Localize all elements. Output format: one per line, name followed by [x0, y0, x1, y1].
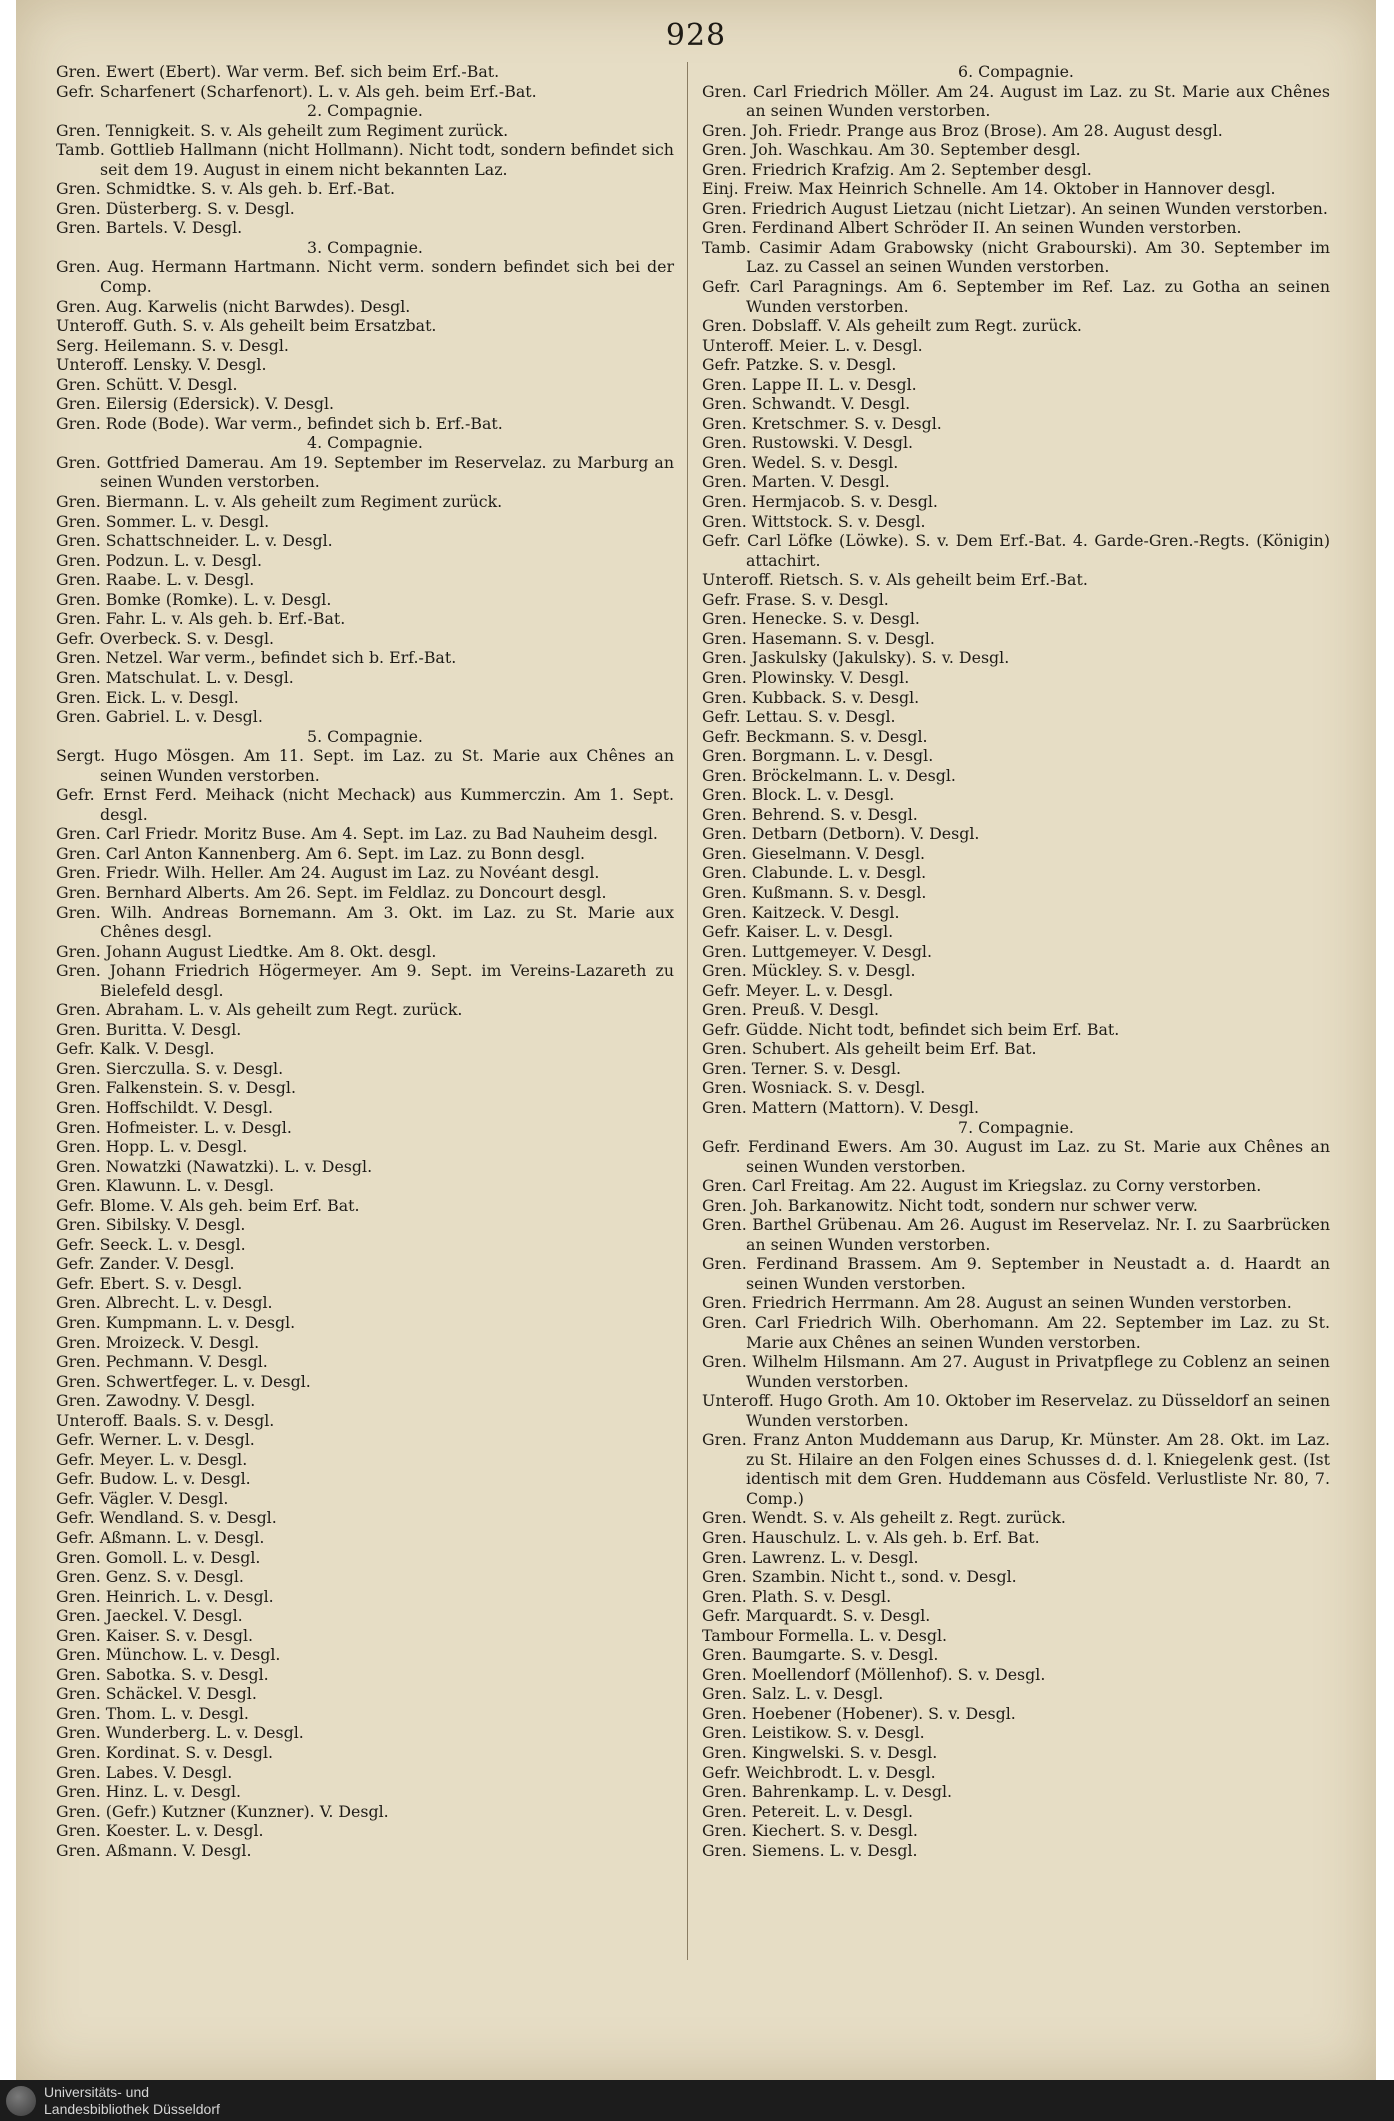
- casualty-entry: Gren. Schattschneider. L. v. Desgl.: [56, 531, 333, 551]
- casualty-entry: Gren. Ferdinand Albert Schröder II. An seinen Wunden verstorben.: [702, 218, 1242, 238]
- casualty-entry: Gren. Borgmann. L. v. Desgl.: [702, 746, 934, 766]
- casualty-entry: Gren. Klawunn. L. v. Desgl.: [56, 1176, 275, 1196]
- casualty-entry: Gefr. Vägler. V. Desgl.: [56, 1488, 229, 1508]
- casualty-entry: Gren. Labes. V. Desgl.: [56, 1762, 233, 1782]
- casualty-entry: Gefr. Wendland. S. v. Desgl.: [56, 1508, 277, 1528]
- casualty-entry: Gren. Joh. Waschkau. Am 30. September desgl.: [702, 140, 1081, 160]
- casualty-entry: Gren. Kubback. S. v. Desgl.: [702, 687, 920, 707]
- casualty-entry: Gren. Aug. Karwelis (nicht Barwdes). Desgl.: [56, 296, 411, 316]
- casualty-entry: Gren. Raabe. L. v. Desgl.: [56, 570, 255, 590]
- casualty-entry: Gren. Bröckelmann. L. v. Desgl.: [702, 765, 956, 785]
- casualty-entry: Gren. Sommer. L. v. Desgl.: [56, 511, 270, 531]
- casualty-entry: Gefr. Weichbrodt. L. v. Desgl.: [702, 1762, 936, 1782]
- casualty-entry: Gren. Lawrenz. L. v. Desgl.: [702, 1547, 919, 1567]
- casualty-entry: Gren. Kordinat. S. v. Desgl.: [56, 1743, 274, 1763]
- casualty-entry: Gefr. Ernst Ferd. Meihack (nicht Mechack) aus Kummerczin. Am 1. Sept. desgl.: [56, 785, 674, 824]
- column-divider: [687, 62, 688, 1960]
- casualty-entry: Gefr. Meyer. L. v. Desgl.: [702, 980, 894, 1000]
- casualty-entry: Gefr. Werner. L. v. Desgl.: [56, 1430, 255, 1450]
- casualty-entry: Gren. Carl Freitag. Am 22. August im Kriegslaz. zu Corny verstorben.: [702, 1176, 1262, 1196]
- casualty-entry: Gren. Siemens. L. v. Desgl.: [702, 1840, 918, 1860]
- casualty-entry: Gren. Bartels. V. Desgl.: [56, 218, 243, 238]
- casualty-entry: Gren. Carl Friedrich Wilh. Oberhomann. Am 22. September im Laz. zu St. Marie aux Chênes an seinen Wunden verstorben.: [702, 1313, 1330, 1352]
- casualty-entry: Gefr. Scharfenert (Scharfenort). L. v. Als geh. beim Erf.-Bat.: [56, 81, 537, 101]
- casualty-entry: Gren. Eick. L. v. Desgl.: [56, 687, 239, 707]
- casualty-entry: Gren. Rode (Bode). War verm., befindet sich b. Erf.-Bat.: [56, 413, 503, 433]
- casualty-entry: Unteroff. Meier. L. v. Desgl.: [702, 335, 923, 355]
- casualty-entry: Gren. Plowinsky. V. Desgl.: [702, 667, 910, 687]
- library-footer: [0, 2080, 1394, 2121]
- casualty-entry: Unteroff. Lensky. V. Desgl.: [56, 355, 267, 375]
- casualty-entry: Gren. Barthel Grübenau. Am 26. August im Reservelaz. Nr. I. zu Saarbrücken an seinen Wunden verstorben.: [702, 1215, 1330, 1254]
- casualty-entry: Gefr. Meyer. L. v. Desgl.: [56, 1449, 248, 1469]
- casualty-entry: Gren. Leistikow. S. v. Desgl.: [702, 1723, 925, 1743]
- casualty-entry: Gren. Jaskulsky (Jakulsky). S. v. Desgl.: [702, 648, 1010, 668]
- casualty-entry: Gren. Hinz. L. v. Desgl.: [56, 1782, 242, 1802]
- casualty-entry: Gefr. Overbeck. S. v. Desgl.: [56, 628, 275, 648]
- casualty-entry: Gren. Hoebener (Hobener). S. v. Desgl.: [702, 1703, 1016, 1723]
- casualty-entry: Gren. Tennigkeit. S. v. Als geheilt zum Regiment zurück.: [56, 120, 509, 140]
- casualty-entry: Gren. Marten. V. Desgl.: [702, 472, 890, 492]
- casualty-entry: Gren. Abraham. L. v. Als geheilt zum Regt. zurück.: [56, 1000, 463, 1020]
- casualty-entry: Gren. Kiechert. S. v. Desgl.: [702, 1821, 918, 1841]
- casualty-entry: Gren. Carl Friedrich Möller. Am 24. August im Laz. zu St. Marie aux Chênes an seinen Wunden verstorben.: [702, 81, 1330, 121]
- casualty-entry: Gren. Behrend. S. v. Desgl.: [702, 804, 918, 824]
- casualty-entry: Gren. Düsterberg. S. v. Desgl.: [56, 198, 295, 218]
- casualty-entry: Gren. Ferdinand Brassem. Am 9. September in Neustadt a. d. Haardt an seinen Wunden verstorben.: [702, 1254, 1330, 1293]
- casualty-entry: Gren. Gabriel. L. v. Desgl.: [56, 707, 263, 727]
- casualty-entry: Serg. Heilemann. S. v. Desgl.: [56, 335, 289, 355]
- casualty-entry: Gren. Wendt. S. v. Als geheilt z. Regt. zurück.: [702, 1508, 1066, 1528]
- casualty-entry: Gren. Friedr. Wilh. Heller. Am 24. August im Laz. zu Novéant desgl.: [56, 863, 600, 883]
- company-heading: 4. Compagnie.: [307, 433, 423, 453]
- casualty-entry: Gefr. Kaiser. L. v. Desgl.: [702, 922, 894, 942]
- casualty-entry: Tamb. Gottlieb Hallmann (nicht Hollmann). Nicht todt, sondern befindet sich seit dem 19. August in einem nicht bekannten Laz.: [56, 140, 674, 179]
- casualty-entry: Gren. Wittstock. S. v. Desgl.: [702, 511, 926, 531]
- casualty-entry: Gren. Aug. Hermann Hartmann. Nicht verm. sondern befindet sich bei der Comp.: [56, 257, 674, 297]
- casualty-entry: Gren. Wilhelm Hilsmann. Am 27. August in Privatpflege zu Coblenz an seinen Wunden verstorben.: [702, 1352, 1330, 1391]
- casualty-entry: Gefr. Güdde. Nicht todt, befindet sich beim Erf. Bat.: [702, 1019, 1120, 1039]
- company-heading: 6. Compagnie.: [958, 62, 1074, 81]
- casualty-entry: Gren. Hofmeister. L. v. Desgl.: [56, 1117, 292, 1137]
- casualty-entry: Gren. Hopp. L. v. Desgl.: [56, 1137, 248, 1157]
- casualty-entry: Gren. Szambin. Nicht t., sond. v. Desgl.: [702, 1567, 1017, 1587]
- casualty-entry: Gren. Kaitzeck. V. Desgl.: [702, 902, 900, 922]
- casualty-entry: Gren. Albrecht. L. v. Desgl.: [56, 1293, 273, 1313]
- casualty-entry: Gren. Pechmann. V. Desgl.: [56, 1352, 268, 1372]
- casualty-entry: Gren. Falkenstein. S. v. Desgl.: [56, 1078, 296, 1098]
- casualty-entry: Gren. Joh. Friedr. Prange aus Broz (Brose). Am 28. August desgl.: [702, 120, 1223, 140]
- casualty-entry: Gefr. Frase. S. v. Desgl.: [702, 589, 889, 609]
- casualty-entry: Gren. Johann August Liedtke. Am 8. Okt. desgl.: [56, 941, 437, 961]
- company-heading: 5. Compagnie.: [307, 726, 423, 746]
- casualty-entry: Gren. Friedrich Krafzig. Am 2. September desgl.: [702, 159, 1092, 179]
- footer-line-1: Universitäts- und: [44, 2084, 150, 2100]
- casualty-entry: Gren. Eilersig (Edersick). V. Desgl.: [56, 394, 335, 414]
- casualty-entry: Gren. Wunderberg. L. v. Desgl.: [56, 1723, 304, 1743]
- casualty-entry: Gren. Matschulat. L. v. Desgl.: [56, 667, 294, 687]
- casualty-entry: Gefr. Blome. V. Als geh. beim Erf. Bat.: [56, 1195, 360, 1215]
- company-heading: 7. Compagnie.: [958, 1117, 1074, 1137]
- casualty-entry: Gefr. Carl Paragnings. Am 6. September im Ref. Laz. zu Gotha an seinen Wunden verstorben.: [702, 277, 1330, 316]
- casualty-entry: Gren. Netzel. War verm., befindet sich b. Erf.-Bat.: [56, 648, 457, 668]
- casualty-entry: Gren. Kretschmer. S. v. Desgl.: [702, 413, 942, 433]
- casualty-entry: Unteroff. Hugo Groth. Am 10. Oktober im Reservelaz. zu Düsseldorf an seinen Wunden verstorben.: [702, 1391, 1330, 1430]
- casualty-entry: Gren. Podzun. L. v. Desgl.: [56, 550, 262, 570]
- casualty-entry: Gren. Schäckel. V. Desgl.: [56, 1684, 257, 1704]
- casualty-entry: Gren. Schütt. V. Desgl.: [56, 374, 238, 394]
- right-column: [702, 62, 1330, 1860]
- casualty-entry: Unteroff. Rietsch. S. v. Als geheilt beim Erf.-Bat.: [702, 570, 1088, 590]
- casualty-entry: Unteroff. Baals. S. v. Desgl.: [56, 1410, 275, 1430]
- casualty-entry: Gren. Mückley. S. v. Desgl.: [702, 961, 916, 981]
- casualty-entry: Gren. Detbarn (Detborn). V. Desgl.: [702, 824, 980, 844]
- casualty-entry: Gren. Joh. Barkanowitz. Nicht todt, sondern nur schwer verw.: [702, 1195, 1198, 1215]
- casualty-entry: Gefr. Kalk. V. Desgl.: [56, 1039, 215, 1059]
- casualty-entry: Gren. Friedrich Herrmann. Am 28. August an seinen Wunden verstorben.: [702, 1293, 1292, 1313]
- casualty-entry: Gren. Terner. S. v. Desgl.: [702, 1058, 902, 1078]
- casualty-entry: Gren. Bomke (Romke). L. v. Desgl.: [56, 589, 332, 609]
- casualty-entry: Gren. Wedel. S. v. Desgl.: [702, 452, 899, 472]
- casualty-entry: Gren. Schwandt. V. Desgl.: [702, 394, 911, 414]
- scanned-page: [16, 0, 1376, 2080]
- casualty-entry: Gren. Hauschulz. L. v. Als geh. b. Erf. Bat.: [702, 1528, 1040, 1548]
- casualty-entry: Gren. Ewert (Ebert). War verm. Bef. sich beim Erf.-Bat.: [56, 62, 500, 81]
- casualty-entry: Gefr. Beckmann. S. v. Desgl.: [702, 726, 928, 746]
- casualty-entry: Gren. Kingwelski. S. v. Desgl.: [702, 1743, 938, 1763]
- company-heading: 2. Compagnie.: [307, 101, 423, 121]
- casualty-entry: Gren. Fahr. L. v. Als geh. b. Erf.-Bat.: [56, 609, 346, 629]
- ulb-logo-icon: [6, 2086, 36, 2116]
- casualty-entry: Gren. Mroizeck. V. Desgl.: [56, 1332, 260, 1352]
- casualty-entry: Gefr. Lettau. S. v. Desgl.: [702, 707, 896, 727]
- casualty-entry: Gren. (Gefr.) Kutzner (Kunzner). V. Desgl.: [56, 1801, 389, 1821]
- casualty-entry: Gren. Friedrich August Lietzau (nicht Lietzar). An seinen Wunden verstorben.: [702, 198, 1328, 218]
- casualty-entry: Gren. Baumgarte. S. v. Desgl.: [702, 1645, 939, 1665]
- casualty-entry: Gren. Sibilsky. V. Desgl.: [56, 1215, 246, 1235]
- casualty-entry: Gren. Rustowski. V. Desgl.: [702, 433, 914, 453]
- footer-line-2: Landesbibliothek Düsseldorf: [44, 2101, 220, 2117]
- casualty-entry: Gren. Aßmann. V. Desgl.: [56, 1840, 252, 1860]
- casualty-entry: Gefr. Ebert. S. v. Desgl.: [56, 1273, 243, 1293]
- casualty-entry: Gren. Heinrich. L. v. Desgl.: [56, 1586, 274, 1606]
- casualty-entry: Gefr. Seeck. L. v. Desgl.: [56, 1234, 246, 1254]
- casualty-entry: Gren. Gieselmann. V. Desgl.: [702, 843, 926, 863]
- casualty-entry: Gefr. Zander. V. Desgl.: [56, 1254, 235, 1274]
- casualty-entry: Gren. Buritta. V. Desgl.: [56, 1019, 242, 1039]
- casualty-entry: Gren. Schubert. Als geheilt beim Erf. Bat.: [702, 1039, 1037, 1059]
- casualty-entry: Gren. Clabunde. L. v. Desgl.: [702, 863, 927, 883]
- casualty-entry: Gren. Petereit. L. v. Desgl.: [702, 1801, 913, 1821]
- casualty-entry: Gren. Kaiser. S. v. Desgl.: [56, 1625, 254, 1645]
- casualty-entry: Gren. Sierczulla. S. v. Desgl.: [56, 1058, 284, 1078]
- casualty-entry: Gefr. Marquardt. S. v. Desgl.: [702, 1606, 931, 1626]
- casualty-entry: Gren. Dobslaff. V. Als geheilt zum Regt. zurück.: [702, 316, 1082, 336]
- casualty-entry: Gren. Luttgemeyer. V. Desgl.: [702, 941, 933, 961]
- casualty-entry: Gren. Carl Anton Kannenberg. Am 6. Sept. im Laz. zu Bonn desgl.: [56, 843, 586, 863]
- casualty-entry: Gren. Zawodny. V. Desgl.: [56, 1391, 256, 1411]
- casualty-entry: Gren. Hoffschildt. V. Desgl.: [56, 1097, 273, 1117]
- casualty-entry: Gefr. Carl Löfke (Löwke). S. v. Dem Erf.-Bat. 4. Garde-Gren.-Regts. (Königin) attachirt.: [702, 531, 1330, 570]
- casualty-entry: Gren. Bernhard Alberts. Am 26. Sept. im Feldlaz. zu Doncourt desgl.: [56, 882, 607, 902]
- casualty-entry: Tamb. Casimir Adam Grabowsky (nicht Grabourski). Am 30. September im Laz. zu Cassel an seinen Wunden verstorben.: [702, 237, 1330, 277]
- casualty-entry: Gren. Carl Friedr. Moritz Buse. Am 4. Sept. im Laz. zu Bad Nauheim desgl.: [56, 824, 658, 844]
- casualty-entry: Gren. Thom. L. v. Desgl.: [56, 1703, 249, 1723]
- casualty-entry: Gren. Hasemann. S. v. Desgl.: [702, 628, 935, 648]
- casualty-entry: Einj. Freiw. Max Heinrich Schnelle. Am 14. Oktober in Hannover desgl.: [702, 179, 1276, 199]
- casualty-entry: Gren. Wosniack. S. v. Desgl.: [702, 1078, 926, 1098]
- casualty-entry: Gefr. Ferdinand Ewers. Am 30. August im Laz. zu St. Marie aux Chênes an seinen Wunden verstorben.: [702, 1137, 1330, 1176]
- casualty-entry: Gren. Franz Anton Muddemann aus Darup, Kr. Münster. Am 28. Okt. im Laz. zu St. Hilaire an den Folgen eines Schusses d. d. l. Kniegelenk gest. (Ist identisch mit dem Gren. Huddemann aus Cösfeld. Verlustliste Nr. 80, 7. Comp.): [702, 1430, 1330, 1508]
- casualty-entry: Gren. Jaeckel. V. Desgl.: [56, 1606, 243, 1626]
- casualty-entry: Sergt. Hugo Mösgen. Am 11. Sept. im Laz. zu St. Marie aux Chênes an seinen Wunden verstorben.: [56, 746, 674, 785]
- casualty-entry: Gefr. Budow. L. v. Desgl.: [56, 1469, 251, 1489]
- casualty-entry: Gren. Sabotka. S. v. Desgl.: [56, 1664, 269, 1684]
- casualty-entry: Gren. Block. L. v. Desgl.: [702, 785, 895, 805]
- casualty-entry: Gren. Lappe II. L. v. Desgl.: [702, 374, 917, 394]
- casualty-entry: Gren. Kußmann. S. v. Desgl.: [702, 882, 927, 902]
- casualty-entry: Gren. Salz. L. v. Desgl.: [702, 1684, 884, 1704]
- casualty-entry: Gren. Bahrenkamp. L. v. Desgl.: [702, 1782, 953, 1802]
- casualty-entry: Gren. Biermann. L. v. Als geheilt zum Regiment zurück.: [56, 492, 503, 512]
- casualty-entry: Gren. Gottfried Damerau. Am 19. September im Reservelaz. zu Marburg an seinen Wunden verstorben.: [56, 452, 674, 492]
- left-column: [56, 62, 674, 1860]
- casualty-entry: Gren. Schwertfeger. L. v. Desgl.: [56, 1371, 311, 1391]
- casualty-entry: Gren. Mattern (Mattorn). V. Desgl.: [702, 1097, 980, 1117]
- casualty-entry: Gren. Plath. S. v. Desgl.: [702, 1586, 892, 1606]
- page-number: 928: [665, 18, 727, 53]
- casualty-entry: Gren. Gomoll. L. v. Desgl.: [56, 1547, 261, 1567]
- casualty-entry: Gren. Nowatzki (Nawatzki). L. v. Desgl.: [56, 1156, 373, 1176]
- casualty-entry: Gren. Moellendorf (Möllenhof). S. v. Desgl.: [702, 1664, 1046, 1684]
- casualty-entry: Gren. Hermjacob. S. v. Desgl.: [702, 492, 938, 512]
- casualty-entry: Gren. Münchow. L. v. Desgl.: [56, 1645, 281, 1665]
- casualty-entry: Gefr. Aßmann. L. v. Desgl.: [56, 1528, 265, 1548]
- casualty-entry: Gren. Preuß. V. Desgl.: [702, 1000, 880, 1020]
- casualty-entry: Gren. Henecke. S. v. Desgl.: [702, 609, 920, 629]
- casualty-entry: Gren. Kumpmann. L. v. Desgl.: [56, 1313, 296, 1332]
- casualty-entry: Gren. Johann Friedrich Högermeyer. Am 9. Sept. im Vereins-Lazareth zu Bielefeld desgl.: [56, 961, 674, 1000]
- casualty-entry: Gren. Genz. S. v. Desgl.: [56, 1567, 244, 1587]
- casualty-entry: Gefr. Patzke. S. v. Desgl.: [702, 355, 897, 375]
- casualty-entry: Gren. Schmidtke. S. v. Als geh. b. Erf.-Bat.: [56, 179, 395, 199]
- casualty-entry: Unteroff. Guth. S. v. Als geheilt beim Ersatzbat.: [56, 316, 437, 336]
- casualty-entry: Tambour Formella. L. v. Desgl.: [702, 1625, 948, 1645]
- casualty-entry: Gren. Koester. L. v. Desgl.: [56, 1821, 264, 1841]
- casualty-entry: Gren. Wilh. Andreas Bornemann. Am 3. Okt. im Laz. zu St. Marie aux Chênes desgl.: [56, 902, 674, 942]
- company-heading: 3. Compagnie.: [307, 237, 423, 257]
